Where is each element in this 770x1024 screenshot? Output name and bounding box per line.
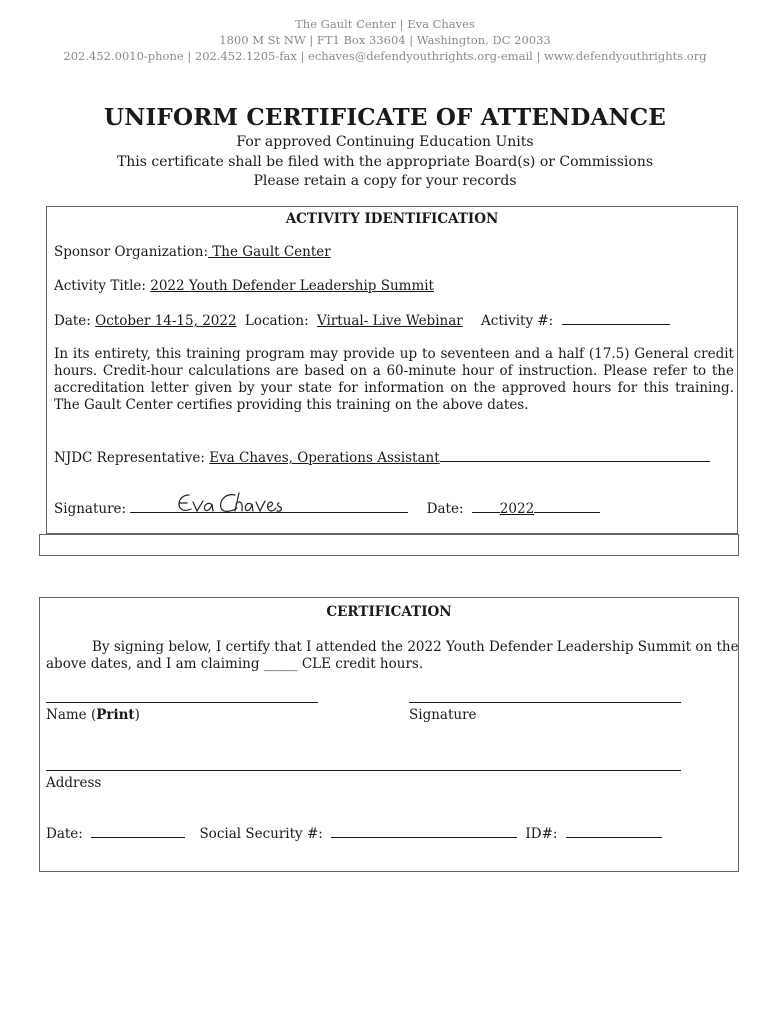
activity-identification-section bbox=[46, 206, 738, 534]
activity-description: In its entirety, this training program may provide up to seventeen and a half (17.5) General credit hours. Credit-hour calculations are based on a 60-minute hour of instruction. Please refer to the accreditation letter given by your state for information on the approved hours for this training. The Gault Center certifies providing this training on the above dates. bbox=[54, 346, 734, 413]
certification-text-line-2: above dates, and I am claiming _____ CLE credit hours. bbox=[46, 656, 424, 672]
id-label: ID#: bbox=[525, 826, 558, 842]
activity-section-footer-strip bbox=[39, 534, 739, 556]
activity-number-label: Activity #: bbox=[481, 313, 554, 329]
representative-blank bbox=[440, 449, 710, 462]
sponsor-label: Sponsor Organization: bbox=[54, 244, 209, 260]
handwritten-signature bbox=[175, 489, 287, 517]
location-value[interactable]: Virtual- Live Webinar bbox=[316, 313, 463, 329]
signature-date-label: Date: bbox=[426, 501, 464, 517]
certification-section bbox=[39, 597, 739, 872]
date-location-row bbox=[54, 312, 670, 329]
name-label-suffix: ) bbox=[134, 707, 140, 723]
certification-heading: CERTIFICATION bbox=[326, 604, 452, 620]
signature-date-blank-right bbox=[534, 500, 600, 513]
sponsor-row bbox=[54, 244, 331, 260]
activity-title-row bbox=[54, 278, 434, 294]
letterhead-line-1: The Gault Center | Eva Chaves bbox=[295, 17, 475, 31]
document-title: UNIFORM CERTIFICATE OF ATTENDANCE bbox=[103, 104, 666, 131]
signature-row bbox=[54, 500, 600, 517]
document-subtitle bbox=[0, 133, 770, 192]
name-label-prefix: Name ( bbox=[46, 707, 97, 723]
activity-heading: ACTIVITY IDENTIFICATION bbox=[285, 211, 499, 227]
location-label: Location: bbox=[244, 313, 309, 329]
signature-line[interactable] bbox=[409, 702, 681, 703]
bottom-fields-row bbox=[46, 825, 662, 842]
activity-number-field[interactable] bbox=[562, 312, 670, 325]
date-label: Date: bbox=[54, 313, 91, 329]
address-label: Address bbox=[46, 775, 102, 791]
representative-row bbox=[54, 449, 710, 466]
date-value[interactable]: October 14-15, 2022 bbox=[95, 313, 237, 329]
cert-date-field[interactable] bbox=[91, 825, 185, 838]
subtitle-line-3: Please retain a copy for your records bbox=[253, 173, 517, 189]
letterhead bbox=[0, 16, 770, 64]
address-line[interactable] bbox=[46, 770, 681, 771]
sponsor-value[interactable]: The Gault Center bbox=[208, 244, 331, 260]
subtitle-line-1: For approved Continuing Education Units bbox=[236, 134, 534, 150]
representative-label: NJDC Representative: bbox=[54, 450, 205, 466]
subtitle-line-2: This certificate shall be filed with the appropriate Board(s) or Commissions bbox=[116, 153, 654, 170]
certification-text-line-1: By signing below, I certify that I attended the 2022 Youth Defender Leadership Summit on the bbox=[92, 639, 739, 655]
certification-signature-label: Signature bbox=[409, 707, 477, 723]
signature-date-blank-left bbox=[472, 500, 500, 513]
activity-title-label: Activity Title: bbox=[54, 278, 146, 294]
ssn-field[interactable] bbox=[331, 825, 517, 838]
name-line[interactable] bbox=[46, 702, 318, 703]
representative-value[interactable]: Eva Chaves, Operations Assistant bbox=[209, 450, 440, 466]
signature-label: Signature: bbox=[54, 501, 127, 517]
name-label bbox=[46, 707, 140, 723]
name-label-print: Print bbox=[96, 707, 135, 723]
ssn-label: Social Security #: bbox=[199, 826, 323, 842]
letterhead-line-3: 202.452.0010-phone | 202.452.1205-fax | echaves@defendyouthrights.org-email | www.defendyouthrights.org bbox=[63, 49, 707, 63]
cert-date-label: Date: bbox=[46, 826, 83, 842]
activity-title-value[interactable]: 2022 Youth Defender Leadership Summit bbox=[150, 278, 434, 294]
signature-date-value[interactable]: 2022 bbox=[499, 501, 535, 517]
id-field[interactable] bbox=[566, 825, 662, 838]
letterhead-line-2: 1800 M St NW | FT1 Box 33604 | Washington, DC 20033 bbox=[219, 33, 551, 47]
